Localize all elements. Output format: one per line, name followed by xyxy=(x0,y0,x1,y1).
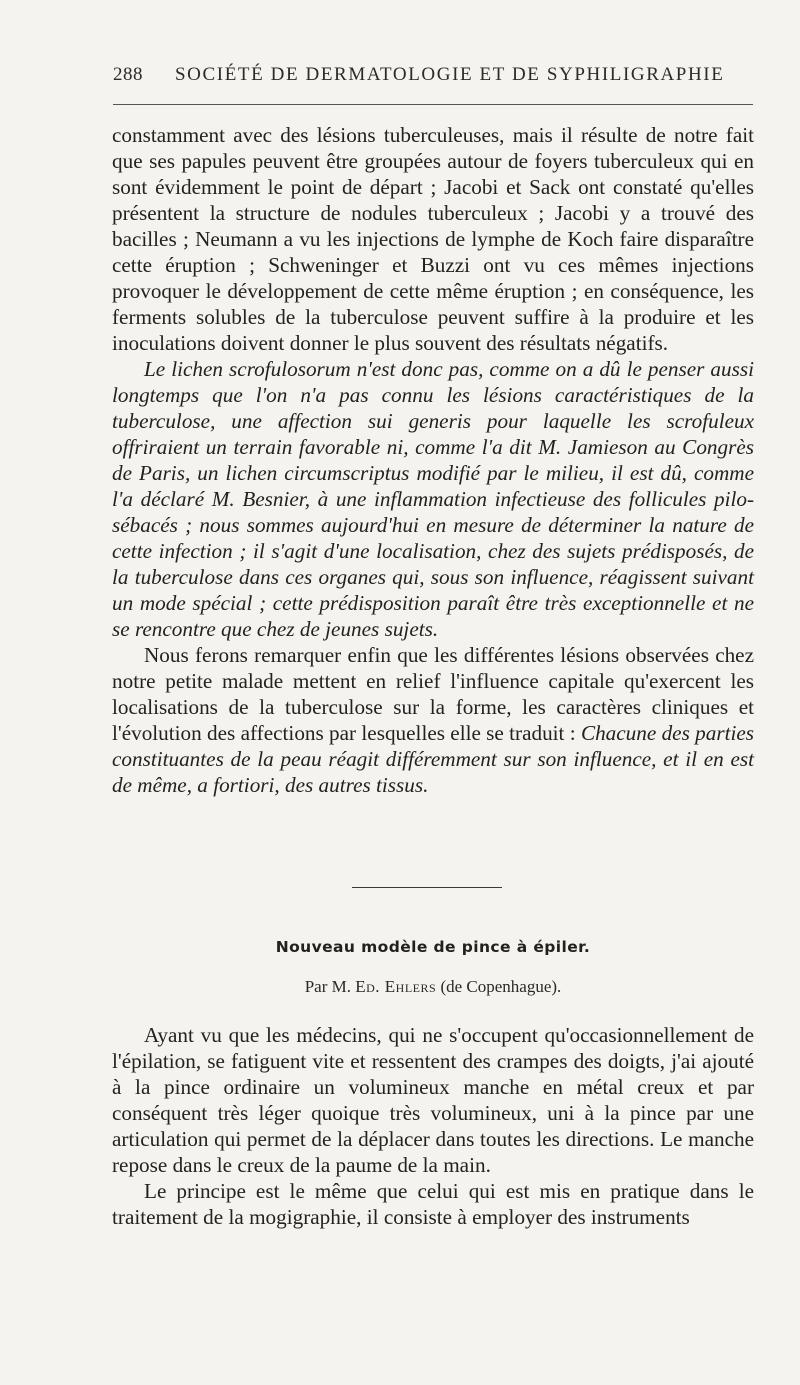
section-separator xyxy=(352,887,502,888)
article-paragraph-1: Ayant vu que les médecins, qui ne s'occupent qu'occasionnellement de l'épilation, se fatiguent vite et ressentent des crampes des doigts, j'ai ajouté à la pince ordinaire un volumineux manche en métal creux et par conséquent très léger quoique très volumineux, uni à la pince par une articulation qui permet de la déplacer dans toutes les directions. Le manche repose dans le creux de la paume de la main. xyxy=(112,1023,754,1177)
paragraph-2: Le lichen scrofulosorum n'est donc pas, comme on a dû le penser aussi longtemps que l'on n'a pas connu les lésions caractéristiques de la tuberculose, une affection sui generis pour laquelle les scrofuleux offriraient un terrain favorable ni, comme l'a dit M. Jamieson au Congrès de Paris, un lichen circumscriptus modifié par le milieu, il est dû, comme l'a déclaré M. Besnier, à une inflammation infectieuse des follicules pilo-sébacés ; nous sommes aujourd'hui en mesure de déterminer la nature de cette infection ; il s'agit d'une localisation, chez des sujets prédisposés, de la tuberculose dans ces organes qui, sous son influence, réagissent suivant un mode spécial ; cette prédisposition paraît être très exceptionnelle et ne se rencontre que chez de jeunes sujets. xyxy=(112,357,754,641)
paragraph-1: constamment avec des lésions tuberculeuses, mais il résulte de notre fait que ses papules peuvent être groupées autour de foyers tuberculeux qui en sont évidemment le point de départ ; Jacobi et Sack ont constaté qu'elles présentent la structure de nodules tuberculeux ; Jacobi y a trouvé des bacilles ; Neumann a vu les injections de lymphe de Koch faire disparaître cette éruption ; Schweninger et Buzzi ont vu ces mêmes injections provoquer le développement de cette même éruption ; en conséquence, les ferments solubles de la tuberculose peuvent suffire à la produire et les inoculations doivent donner le plus souvent des résultats négatifs. xyxy=(112,123,754,355)
paragraph-3 xyxy=(112,642,754,798)
article-title: Nouveau modèle de pince à épiler. xyxy=(275,938,591,956)
page-number: 288 xyxy=(113,64,143,85)
section-continued-text xyxy=(112,122,754,798)
paragraph-3-roman: Nous ferons remarquer enfin que les différentes lésions observées chez notre petite malade mettent en relief l'influence capitale qu'exercent les localisations de la tuberculose sur la forme, les caractères cliniques et l'évolution des affections par lesquelles elle se traduit : xyxy=(112,643,754,745)
byline-prefix: Par M. xyxy=(304,977,356,996)
article-body xyxy=(112,1022,754,1230)
article-byline xyxy=(112,977,754,997)
byline-author: Ed. Ehlers xyxy=(355,977,437,996)
journal-title: SOCIÉTÉ DE DERMATOLOGIE ET DE SYPHILIGRAPHIE xyxy=(175,64,725,85)
byline-suffix: (de Copenhague). xyxy=(436,977,562,996)
paragraph-3-italic: Chacune des parties constituantes de la peau réagit différemment sur son influence, et il en est de même, a fortiori, des autres tissus. xyxy=(112,721,754,797)
header-rule xyxy=(113,104,753,105)
article-paragraph-2: Le principe est le même que celui qui est mis en pratique dans le traitement de la mogigraphie, il consiste à employer des instruments xyxy=(112,1179,754,1229)
running-header xyxy=(113,64,753,88)
